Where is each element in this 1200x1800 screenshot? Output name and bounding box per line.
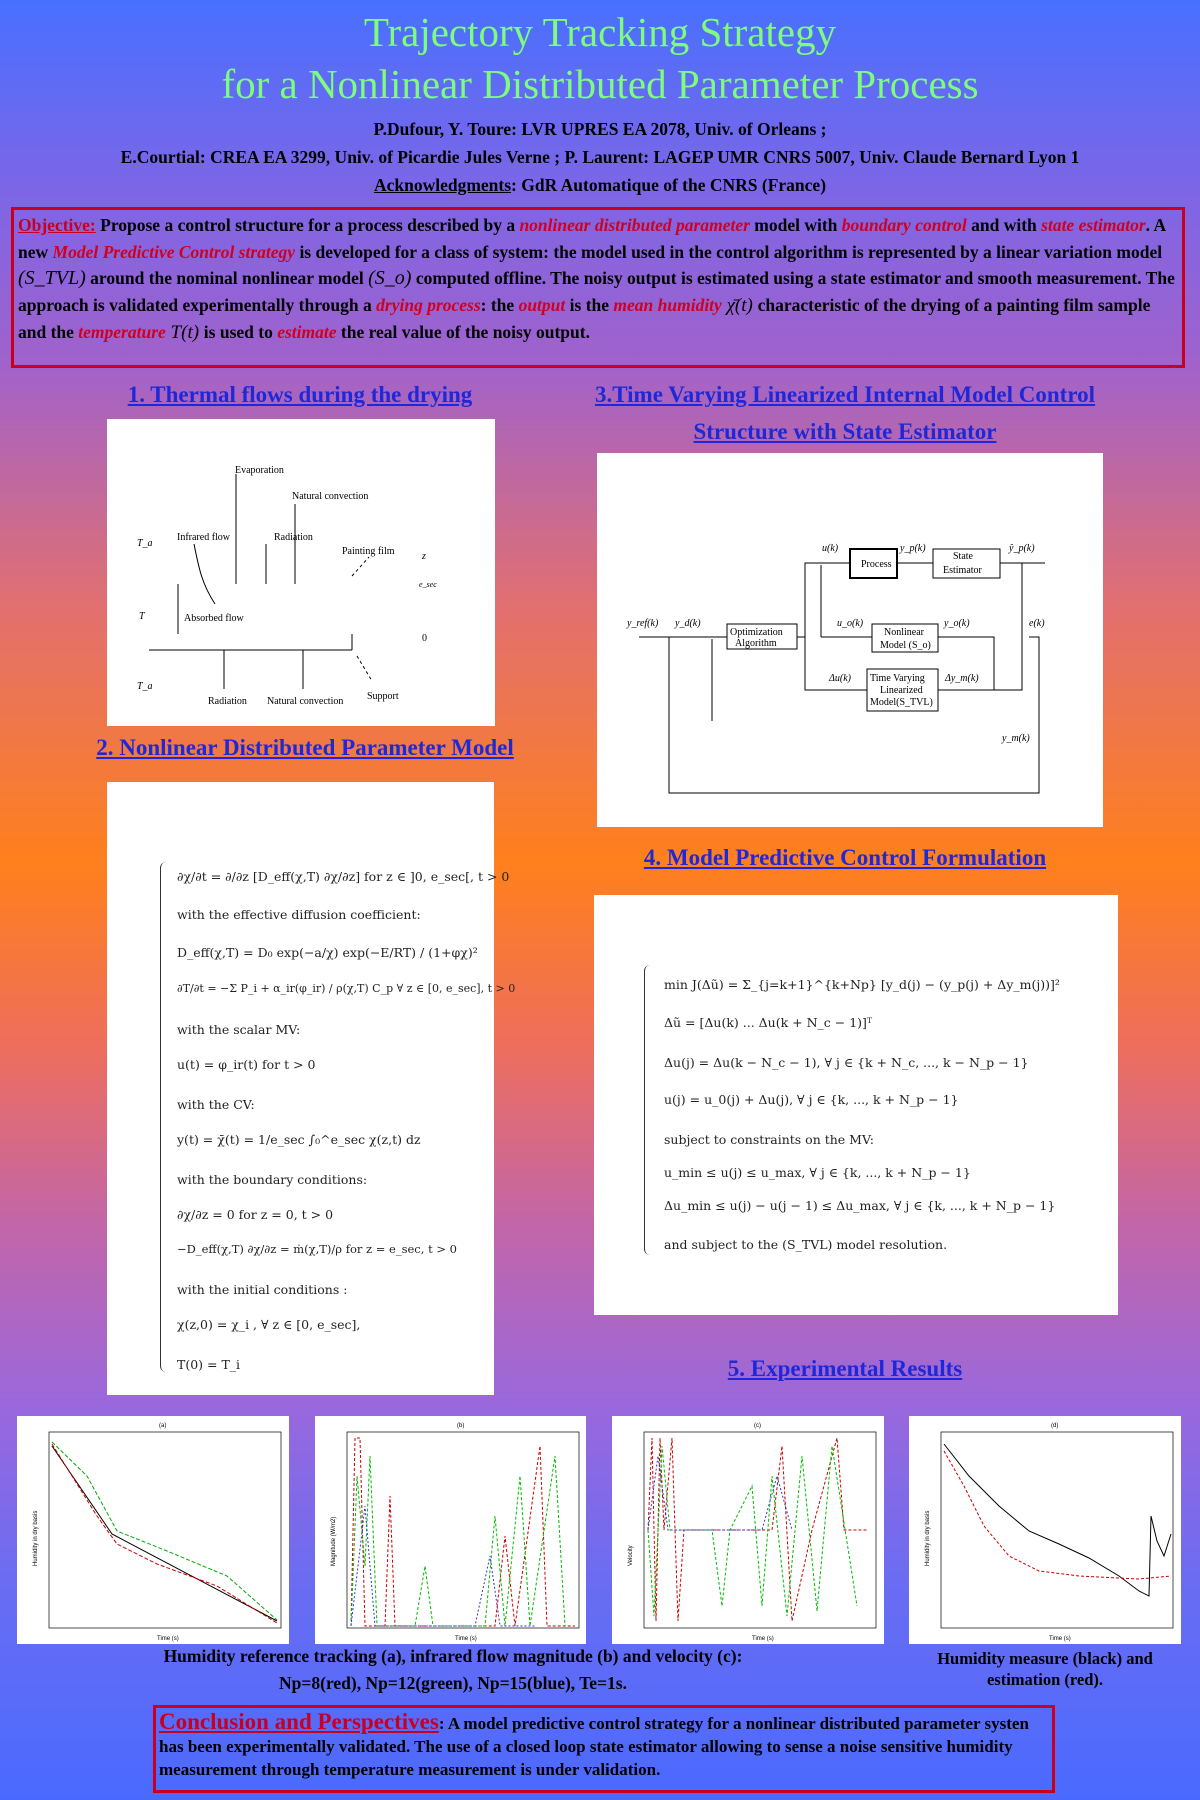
chart-ylabel: Humidity in dry basis	[33, 1510, 39, 1566]
chart-ylabel: Humidity in dry basis	[925, 1510, 931, 1566]
chart-panel-label: (a)	[159, 1423, 167, 1429]
nonlinear-label1: Nonlinear	[884, 627, 924, 638]
highlight: boundary control	[841, 215, 967, 235]
chart-xlabel: Time (s)	[455, 1636, 477, 1642]
highlight: mean humidity	[613, 294, 722, 315]
chart-panel-label: (c)	[754, 1423, 761, 1429]
equation-line: D_eff(χ,T) = D₀ exp(−a/χ) exp(−E/RT) / (1+φχ)²	[177, 945, 478, 960]
estimator-label1: State	[953, 551, 973, 562]
objective-box	[11, 207, 1185, 368]
optimization-label2: Algorithm	[735, 638, 777, 649]
series-green	[52, 1442, 277, 1620]
signal-du: Δu(k)	[829, 673, 851, 684]
model-equations-figure	[107, 782, 516, 1395]
label-natural-convection-bottom: Natural convection	[267, 696, 344, 707]
chart-ylabel: Magnitude (W/m2)	[331, 1516, 337, 1566]
caption-right-line2: estimation (red).	[986, 1670, 1104, 1689]
label-esec: e_sec	[419, 580, 437, 589]
estimator-label2: Estimator	[943, 565, 982, 576]
equation-line: ∂χ/∂z = 0 for z = 0, t > 0	[177, 1207, 334, 1222]
signal-e: e(k)	[1029, 618, 1045, 629]
signal-yo: y_o(k)	[944, 618, 970, 629]
label-support: Support	[367, 691, 399, 702]
equation-line: y(t) = χ̄(t) = 1/e_sec ∫₀^e_sec χ(z,t) dz	[177, 1132, 421, 1147]
signal-yref: y_ref(k)	[627, 618, 659, 629]
math: (S_TVL)	[18, 267, 86, 289]
poster-title-line1: Trajectory Tracking Strategy	[363, 9, 837, 55]
section3-heading-line2: Structure with State Estimator	[693, 419, 997, 444]
linearized-label3: Model(S_TVL)	[870, 697, 933, 708]
ack-label: Acknowledgments	[373, 175, 512, 195]
signal-dym: Δy_m(k)	[945, 673, 979, 684]
label-painting-film: Painting film	[342, 546, 395, 557]
text: is developed for a class of system: the model used in the control algorithm is represented by a linear variation model	[295, 241, 1163, 262]
brace	[160, 862, 168, 1372]
label-ta: T_a	[137, 538, 153, 549]
process-label: Process	[861, 559, 892, 570]
label-radiation-top: Radiation	[274, 532, 313, 543]
text: computed offline. The noisy output is estimated using a state estimator and smooth measurement. The approach is validated experimentally through a	[18, 268, 1175, 315]
equation-line: u(t) = φ_ir(t) for t > 0	[177, 1057, 316, 1072]
signal-uo: u_o(k)	[837, 618, 864, 629]
equation-line: Δũ = [Δu(k) ... Δu(k + N_c − 1)]ᵀ	[664, 1015, 873, 1030]
chart-c-infrared-velocity	[612, 1416, 884, 1644]
highlight: nonlinear distributed parameter	[519, 215, 750, 235]
label-natural-convection-top: Natural convection	[292, 491, 369, 502]
series-green	[351, 1456, 565, 1626]
highlight: output	[518, 294, 566, 315]
acknowledgments	[0, 175, 1200, 196]
highlight: drying process	[376, 294, 481, 315]
label-tb: T_a	[137, 681, 153, 692]
section1-heading: 1. Thermal flows during the drying	[127, 382, 473, 407]
equation-line: with the initial conditions :	[177, 1282, 348, 1297]
linearized-label1: Time Varying	[870, 673, 925, 684]
thermal-flows-figure	[107, 419, 495, 726]
equation-line: ∂T/∂t = −Σ P_i + α_ir(φ_ir) / ρ(χ,T) C_p ∀ z ∈ [0, e_sec], t > 0	[177, 982, 516, 995]
equation-line: u(j) = u_0(j) + Δu(j), ∀ j ∈ {k, ..., k + N_p − 1}	[664, 1092, 959, 1107]
text: characteristic of the drying of a painting film sample and the	[18, 294, 1151, 342]
signal-ym: y_m(k)	[1002, 733, 1030, 744]
chart-xlabel: Time (s)	[752, 1636, 774, 1642]
label-z: z	[422, 551, 426, 562]
section5-heading: 5. Experimental Results	[727, 1356, 963, 1381]
signal-yp-estimate: ŷ_p(k)	[1009, 543, 1035, 554]
section3-heading-line1: 3.Time Varying Linearized Internal Model Control	[594, 382, 1096, 407]
label-evaporation: Evaporation	[235, 465, 284, 476]
text: and with	[966, 215, 1042, 235]
series-red	[944, 1451, 1171, 1579]
linearized-label2: Linearized	[880, 685, 923, 696]
text: model with	[749, 215, 842, 235]
chart-b-infrared-magnitude	[315, 1416, 586, 1644]
nonlinear-label2: Model (S_o)	[880, 640, 931, 651]
equation-line: χ(z,0) = χ_i , ∀ z ∈ [0, e_sec],	[177, 1317, 361, 1332]
section2-heading: 2. Nonlinear Distributed Parameter Model	[96, 735, 514, 760]
signal-yp: y_p(k)	[900, 543, 926, 554]
text: the real value of the noisy output.	[336, 322, 590, 342]
highlight: state estimator	[1041, 215, 1146, 235]
control-structure-diagram	[597, 453, 1103, 827]
signal-yd: y_d(k)	[675, 618, 701, 629]
label-infrared-flow: Infrared flow	[177, 532, 231, 543]
equation-line: −D_eff(χ,T) ∂χ/∂z = ṁ(χ,T)/ρ for z = e_sec, t > 0	[177, 1242, 457, 1256]
series-blue	[351, 1506, 535, 1626]
label-t: T	[139, 611, 145, 622]
label-radiation-bottom: Radiation	[208, 696, 247, 707]
authors-line1: P.Dufour, Y. Toure: LVR UPRES EA 2078, Univ. of Orleans ;	[373, 119, 827, 139]
highlight: estimate	[277, 322, 337, 342]
series-blue	[648, 1456, 792, 1530]
equation-line: ∂χ/∂t = ∂/∂z [D_eff(χ,T) ∂χ/∂z] for z ∈ ]0, e_sec[, t > 0	[177, 869, 510, 884]
equation-line: with the CV:	[177, 1097, 255, 1112]
label-absorbed-flow: Absorbed flow	[184, 613, 244, 624]
text: around the nominal nonlinear model	[85, 268, 369, 288]
series-red	[351, 1438, 575, 1626]
text: is the	[565, 294, 614, 315]
text: . A new	[18, 215, 1166, 262]
equation-line: subject to constraints on the MV:	[664, 1132, 874, 1147]
equation-line: with the scalar MV:	[177, 1022, 301, 1037]
optimization-label1: Optimization	[730, 627, 783, 638]
brace	[644, 965, 652, 1255]
highlight: Model Predictive Control strategy	[52, 241, 296, 262]
math: χ̄(t)	[721, 294, 758, 316]
authors-line2: E.Courtial: CREA EA 3299, Univ. of Picardie Jules Verne ; P. Laurent: LAGEP UMR CNRS 5007, Univ. Claude Bernard Lyon 1	[120, 147, 1080, 167]
chart-xlabel: Time (s)	[1049, 1636, 1071, 1642]
mpc-formulation-figure	[594, 895, 1118, 1315]
equation-line: with the boundary conditions:	[177, 1172, 368, 1187]
signal-u: u(k)	[822, 543, 839, 554]
chart-d-humidity-estimation	[909, 1416, 1181, 1644]
series-black	[52, 1446, 277, 1621]
caption-right-line1: Humidity measure (black) and	[937, 1649, 1153, 1668]
caption-left-line2: Np=8(red), Np=12(green), Np=15(blue), Te=1s.	[279, 1673, 627, 1693]
highlight: temperature	[78, 322, 166, 342]
chart-a-humidity-tracking	[17, 1416, 289, 1644]
poster-title-line2: for a Nonlinear Distributed Parameter Process	[221, 61, 979, 107]
text: is used to	[203, 322, 278, 342]
caption-left-line1: Humidity reference tracking (a), infrared flow magnitude (b) and velocity (c):	[163, 1646, 743, 1666]
text: : the	[480, 294, 519, 315]
conclusion-title: Conclusion and Perspectives	[159, 1709, 439, 1734]
math: (S_o)	[368, 267, 412, 289]
chart-ylabel: Velocity	[628, 1545, 634, 1566]
chart-panel-label: (d)	[1051, 1423, 1059, 1429]
equation-line: with the effective diffusion coefficient:	[177, 907, 421, 922]
section4-heading: 4. Model Predictive Control Formulation	[643, 845, 1047, 870]
conclusion-box	[153, 1705, 1055, 1793]
equation-line: Δu_min ≤ u(j) − u(j − 1) ≤ Δu_max, ∀ j ∈ {k, ..., k + N_p − 1}	[664, 1198, 1056, 1213]
equation-line: min J(Δũ) = Σ_{j=k+1}^{k+Np} [y_d(j) − (y_p(j) + Δy_m(j))]²	[664, 977, 1060, 992]
math: T(t)	[165, 322, 204, 343]
objective-label: Objective:	[18, 215, 96, 235]
chart-panel-label: (b)	[457, 1423, 465, 1429]
series-red	[52, 1444, 277, 1623]
chart-xlabel: Time (s)	[157, 1636, 179, 1642]
ack-text: : GdR Automatique of the CNRS (France)	[511, 175, 827, 195]
text: Propose a control structure for a process described by a	[95, 215, 520, 235]
conclusion-text: : A model predictive control strategy for a nonlinear distributed parameter systen has been experimentally validated. The use of a closed loop state estimator allowing to sense a noise sensitive humidity measurement through temperature measurement is under validation.	[159, 1714, 1029, 1779]
equation-line: u_min ≤ u(j) ≤ u_max, ∀ j ∈ {k, ..., k + N_p − 1}	[664, 1165, 971, 1180]
label-zero: 0	[422, 633, 427, 644]
equation-line: T(0) = T_i	[177, 1357, 241, 1372]
series-green	[648, 1446, 857, 1616]
equation-line: Δu(j) = Δu(k − N_c − 1), ∀ j ∈ {k + N_c, ..., k − N_p − 1}	[664, 1055, 1029, 1070]
equation-line: and subject to the (S_TVL) model resolution.	[664, 1237, 948, 1252]
